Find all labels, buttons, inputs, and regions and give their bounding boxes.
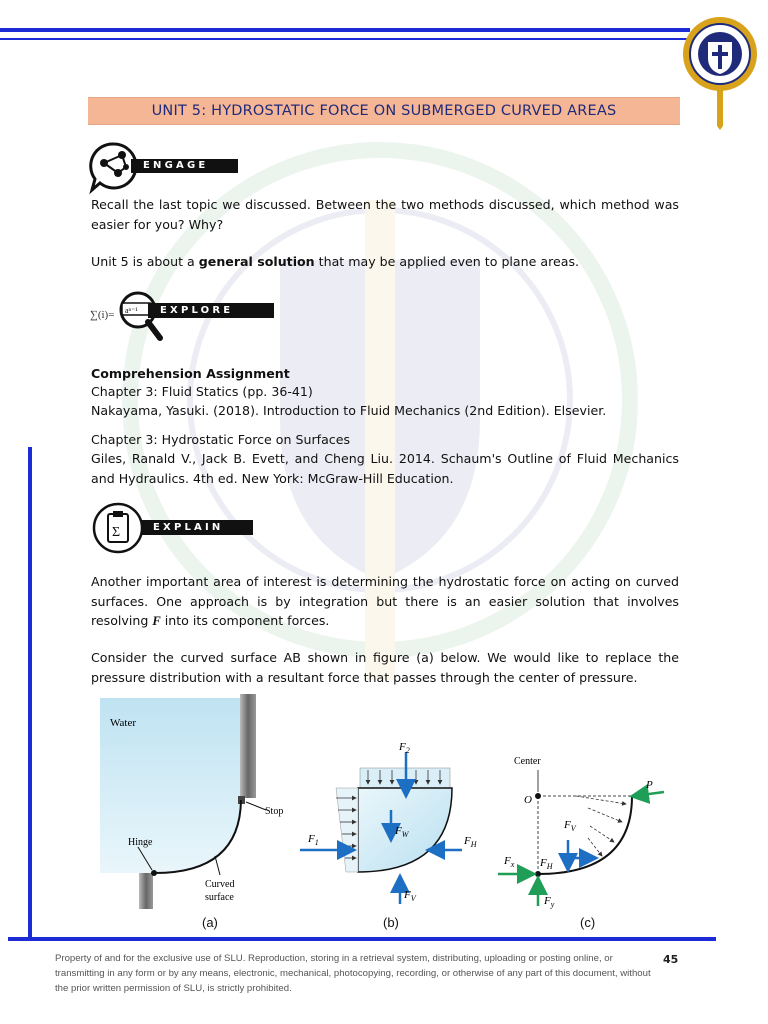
left-margin-rule bbox=[28, 447, 32, 937]
fx-label: F bbox=[504, 855, 511, 867]
caption-b: (b) bbox=[383, 915, 399, 930]
explain-paragraph-2: Consider the curved surface AB shown in figure (a) below. We would like to replace the pressure distribution with a resultant force that passes through the center of pressure. bbox=[91, 650, 679, 685]
explain-clipboard-icon bbox=[92, 502, 144, 554]
water-label: Water bbox=[110, 717, 136, 729]
center-label: Center bbox=[514, 756, 541, 767]
explain-label: EXPLAIN bbox=[141, 520, 253, 535]
svg-text:Σ: Σ bbox=[112, 525, 121, 540]
footer-notice: Property of and for the exclusive use of SLU. Reproduction, storing in a retrieval system, distributing, uploading or posting online, or transmitting in any form or by any means, electronic, mechanical, photocopying, recording, or otherwise of any part of this document, without the prior written permission of SLU, is strictly prohibited. bbox=[55, 953, 651, 994]
p-force-label: P bbox=[646, 779, 653, 791]
f2-label: F bbox=[399, 741, 406, 753]
explore-ref1-line2: Nakayama, Yasuki. (2018). Introduction to Fluid Mechanics (2nd Edition). Elsevier. bbox=[91, 403, 607, 418]
svg-text:Fy: $F_y$ bbox=[544, 895, 555, 909]
fh-label: F bbox=[464, 835, 471, 847]
explain-paragraph-1: Another important area of interest is determining the hydrostatic force on acting on curved surfaces. One approach is by integration but there is an easier solution that involves resolving F into its component forces. bbox=[91, 574, 679, 628]
explore-ref2-line2: Giles, Ranald V., Jack B. Evett, and Cheng Liu. 2014. Schaum's Outline of Fluid Mechanics and Hydraulics. 4th ed. New York: McGraw-Hill Education. bbox=[91, 451, 679, 486]
explore-heading: Comprehension Assignment bbox=[91, 366, 290, 381]
bottom-rule bbox=[8, 937, 716, 941]
explore-ref2-line1: Chapter 3: Hydrostatic Force on Surfaces bbox=[91, 432, 351, 447]
curved-label-2: surface bbox=[205, 892, 234, 903]
general-solution-bold: general solution bbox=[198, 254, 315, 269]
svg-text:FH: $F_H$ bbox=[464, 835, 477, 849]
svg-text:F1: $F_1$ bbox=[308, 833, 319, 847]
svg-text:∑(i)=: ∑(i)= bbox=[90, 309, 115, 321]
origin-o-label: O bbox=[524, 794, 532, 806]
caption-c: (c) bbox=[580, 915, 596, 930]
fw-label: F bbox=[395, 825, 402, 837]
force-variable: F bbox=[152, 614, 161, 628]
unit-title: UNIT 5: HYDROSTATIC FORCE ON SUBMERGED CURVED AREAS bbox=[151, 103, 617, 119]
fh-c-label: F bbox=[540, 857, 547, 869]
hinge-label: Hinge bbox=[128, 837, 153, 848]
f1-label: F bbox=[308, 833, 315, 845]
curved-label-1: Curved bbox=[205, 879, 235, 890]
caption-a: (a) bbox=[202, 915, 218, 930]
engage-label: ENGAGE bbox=[131, 159, 238, 173]
fv-c-label: F bbox=[564, 819, 571, 831]
svg-text:aⁿ⁻¹: aⁿ⁻¹ bbox=[125, 306, 138, 315]
figure-b-freebody bbox=[296, 740, 486, 912]
university-seal-logo bbox=[680, 12, 760, 130]
explore-ref1-line1: Chapter 3: Fluid Statics (pp. 36-41) bbox=[91, 384, 313, 399]
top-rule-thin bbox=[0, 38, 690, 40]
engage-unit-sentence: Unit 5 is about a general solution that may be applied even to plane areas. bbox=[91, 254, 580, 269]
fv-label: F bbox=[404, 889, 411, 901]
engage-question: Recall the last topic we discussed. Between the two methods discussed, which method was easier for you? Why? bbox=[91, 197, 679, 232]
figure-a-gate bbox=[100, 690, 284, 912]
stop-label: Stop bbox=[265, 806, 284, 817]
svg-text:F2: $F_2$ bbox=[399, 741, 410, 755]
top-rule bbox=[0, 28, 690, 32]
svg-text:FV: $F_V$ bbox=[404, 889, 416, 903]
svg-text:FW: $F_W$ bbox=[395, 825, 409, 839]
fy-label: F bbox=[544, 895, 551, 907]
svg-text:FH: $F_H$ bbox=[540, 857, 553, 871]
explore-label: EXPLORE bbox=[148, 303, 274, 318]
svg-text:Fx: $F_x$ bbox=[504, 855, 515, 869]
figure-c-quadrant bbox=[496, 746, 686, 912]
explore-magnifier-icon bbox=[88, 290, 168, 346]
unit-title-banner bbox=[88, 97, 680, 125]
svg-text:FV: $F_V$ bbox=[564, 819, 576, 833]
page-number: 45 bbox=[663, 953, 679, 966]
